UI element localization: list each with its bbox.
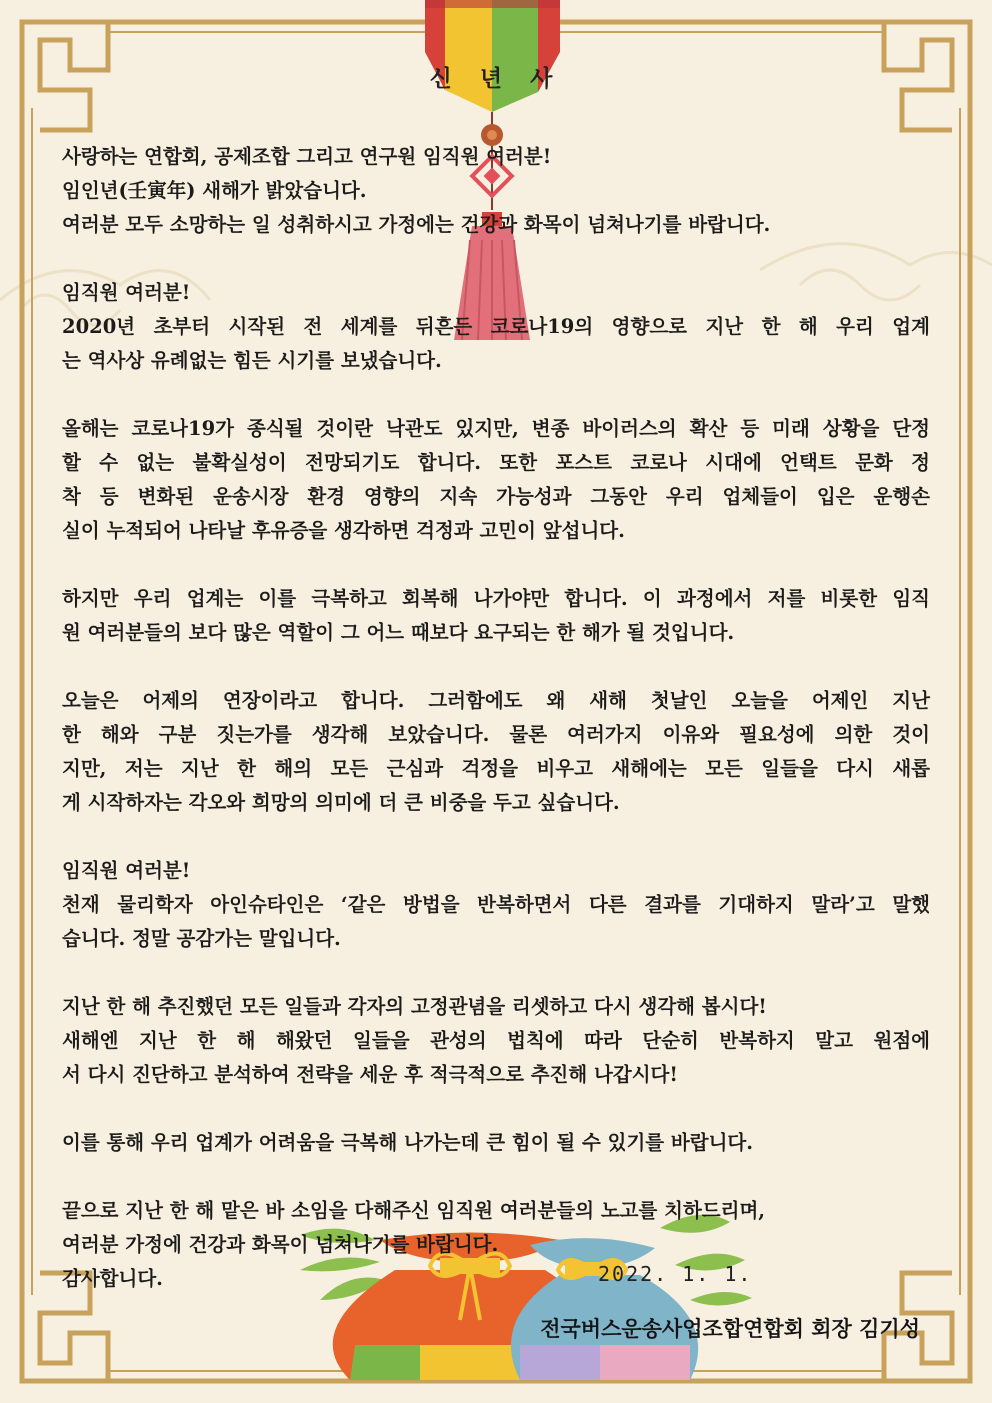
letter-body (62, 140, 930, 1330)
text-line: 2020년 초부터 시작된 전 세계를 뒤흔든 코로나19의 영향으로 지난 한 해 우리 업계 (62, 315, 930, 338)
paragraph (62, 412, 930, 548)
text-line: 할 수 없는 불확실성이 전망되기도 합니다. 또한 포스트 코로나 시대에 언택트 문화 정 (62, 451, 930, 474)
text-line: 임직원 여러분! (62, 281, 191, 304)
text-line: 실이 누적되어 나타날 후유증을 생각하면 걱정과 고민이 앞섭니다. (62, 519, 625, 542)
text-line: 게 시작하자는 각오와 희망의 의미에 더 큰 비중을 두고 싶습니다. (62, 791, 620, 814)
text-line: 여러분 가정에 건강과 화목이 넘쳐나기를 바랍니다. (62, 1233, 499, 1256)
text-line: 착 등 변화된 운송시장 환경 영향의 지속 가능성과 그동안 우리 업체들이 입은 운행손 (62, 485, 930, 508)
text-line: 새해엔 지난 한 해 해왔던 일들을 관성의 법칙에 따라 단순히 반복하지 말고 원점에 (62, 1029, 930, 1052)
text-line: 한 해와 구분 짓는가를 생각해 보았습니다. 물론 여러가지 이유와 필요성에 의한 것이 (62, 723, 930, 746)
text-line: 오늘은 어제의 연장이라고 합니다. 그러함에도 왜 새해 첫날인 오늘을 어제인 지난 (62, 689, 930, 712)
text-line: 천재 물리학자 아인슈타인은 ‘같은 방법을 반복하면서 다른 결과를 기대하지 말라’고 말했 (62, 893, 930, 916)
text-line: 임직원 여러분! (62, 859, 191, 882)
paragraph (62, 140, 930, 242)
text-line: 지만, 저는 지난 한 해의 모든 근심과 걱정을 비우고 새해에는 모든 일들을 다시 새롭 (62, 757, 930, 780)
letter-date: 2022. 1. 1. (598, 1262, 753, 1286)
paragraph (62, 684, 930, 820)
text-line: 하지만 우리 업계는 이를 극복하고 회복해 나가야만 합니다. 이 과정에서 저를 비롯한 임직 (62, 587, 930, 610)
text-line: 임인년(壬寅年) 새해가 밝았습니다. (62, 179, 367, 202)
text-line: 끝으로 지난 한 해 맡은 바 소임을 다해주신 임직원 여러분들의 노고를 치하드리며, (62, 1199, 766, 1222)
text-line: 감사합니다. (62, 1267, 163, 1290)
text-line: 이를 통해 우리 업계가 어려움을 극복해 나가는데 큰 힘이 될 수 있기를 바랍니다. (62, 1131, 754, 1154)
text-line: 올해는 코로나19가 종식될 것이란 낙관도 있지만, 변종 바이러스의 확산 등 미래 상황을 단정 (62, 417, 930, 440)
signature: 전국버스운송사업조합연합회 회장 김기성 (540, 1316, 920, 1341)
text-line: 서 다시 진단하고 분석하여 전략을 세운 후 적극적으로 추진해 나갑시다! (62, 1063, 678, 1086)
paragraph (62, 1194, 930, 1296)
text-line: 원 여러분들의 보다 많은 역할이 그 어느 때보다 요구되는 한 해가 될 것입니다. (62, 621, 735, 644)
text-line: 사랑하는 연합회, 공제조합 그리고 연구원 임직원 여러분! (62, 145, 552, 168)
paragraph (62, 276, 930, 378)
text-line: 여러분 모두 소망하는 일 성취하시고 가정에는 건강과 화목이 넘쳐나기를 바랍니다. (62, 213, 771, 236)
paragraph (62, 854, 930, 956)
text-line: 지난 한 해 추진했던 모든 일들과 각자의 고정관념을 리셋하고 다시 생각해 봅시다! (62, 995, 767, 1018)
paragraph (62, 990, 930, 1092)
paragraph (62, 582, 930, 650)
paragraph (62, 1126, 930, 1160)
page-title: 신 년 사 (429, 65, 563, 92)
text-line: 는 역사상 유례없는 힘든 시기를 보냈습니다. (62, 349, 442, 372)
text-line: 습니다. 정말 공감가는 말입니다. (62, 927, 341, 950)
